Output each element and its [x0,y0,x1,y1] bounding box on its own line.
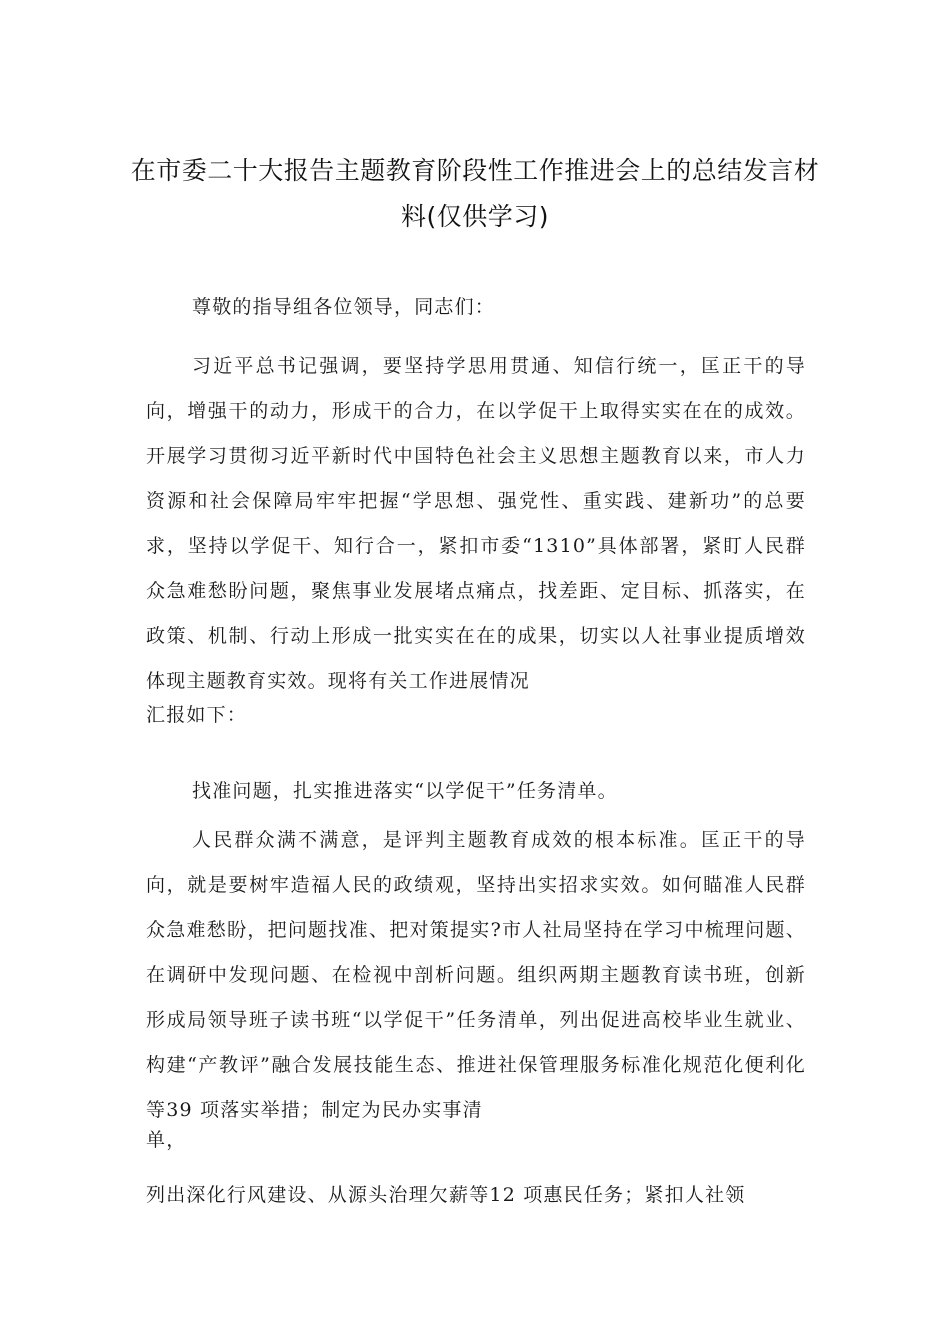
paragraph-2: 人民群众满不满意，是评判主题教育成效的根本标准。匡正干的导向，就是要树牢造福人民的政绩观，坚持出实招求实效。如何瞄准人民群众急难愁盼，把问题找准、把对策提实?市人社局坚持在学习中梳理问题、在调研中发现问题、在检视中剖析问题。组织两期主题教育读书班，创新形成局领导班子读书班“以学促干”任务清单，列出促进高校毕业生就业、构建“产教评”融合发展技能生态、推进社保管理服务标准化规范化便利化等39 项落实举措；制定为民办实事清 [146,829,806,1121]
section-heading: 找准问题，扎实推进落实“以学促干”任务清单。 [192,780,618,802]
paragraph-1-end: 汇报如下： [146,704,248,726]
paragraph-3: 列出深化行风建设、从源头治理欠薪等12 项惠民任务；紧扣人社领 [146,1184,746,1206]
paragraph-2-end: 单， [146,1129,187,1151]
paragraph-1: 习近平总书记强调，要坚持学思用贯通、知信行统一，匡正干的导向，增强干的动力，形成干的合力，在以学促干上取得实实在在的成效。开展学习贯彻习近平新时代中国特色社会主义思想主题教育以来，市人力资源和社会保障局牢牢把握“学思想、强党性、重实践、建新功”的总要求，坚持以学促干、知行合一，紧扣市委“1310”具体部署，紧盯人民群众急难愁盼问题，聚焦事业发展堵点痛点，找差距、定目标、抓落实，在政策、机制、行动上形成一批实实在在的成果，切实以人社事业提质增效体现主题教育实效。现将有关工作进展情况 [146,355,806,692]
greeting: 尊敬的指导组各位领导，同志们： [192,296,496,318]
document-title: 在市委二十大报告主题教育阶段性工作推进会上的总结发言材料(仅供学习) [130,156,820,231]
